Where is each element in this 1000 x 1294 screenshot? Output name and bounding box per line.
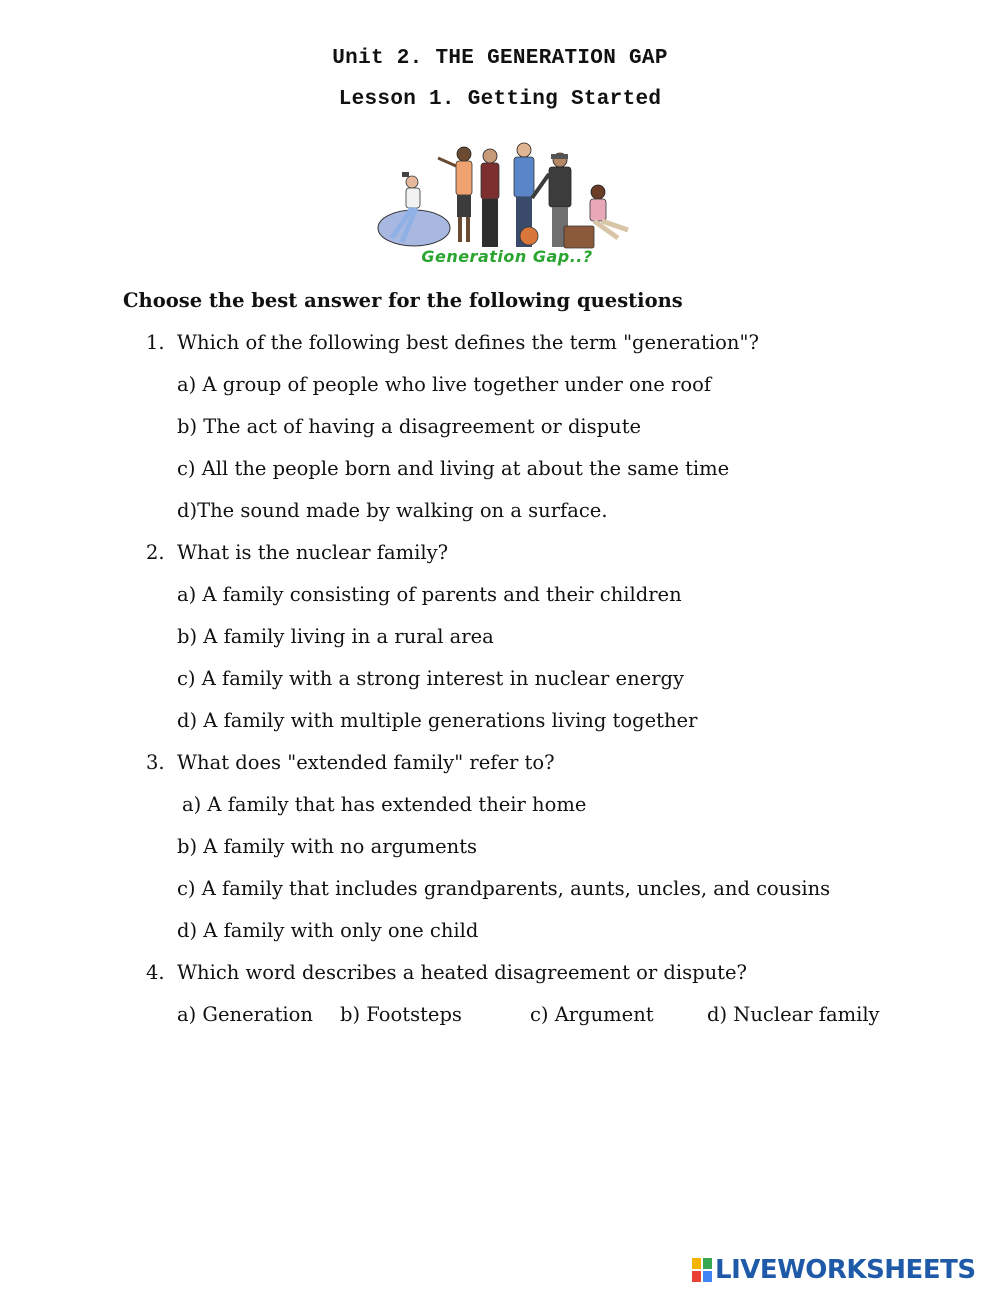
question-text: Which of the following best defines the term "generation"? <box>177 331 759 354</box>
answer-option[interactable]: d)The sound made by walking on a surface. <box>177 499 608 522</box>
liveworksheets-logo-icon <box>692 1258 712 1282</box>
answer-option[interactable]: d) Nuclear family <box>707 1003 880 1026</box>
answer-option[interactable]: b) A family living in a rural area <box>177 625 494 648</box>
answer-option[interactable]: c) A family that includes grandparents, aunts, uncles, and cousins <box>177 877 831 900</box>
instruction-heading: Choose the best answer for the following questions <box>123 289 683 312</box>
answer-option[interactable]: d) A family with only one child <box>177 919 479 942</box>
answer-option[interactable]: a) A group of people who live together under one roof <box>177 373 712 396</box>
answer-option[interactable]: b) The act of having a disagreement or dispute <box>177 415 642 438</box>
answer-option[interactable]: c) All the people born and living at about the same time <box>177 457 730 480</box>
question-number: 3. <box>146 751 165 774</box>
liveworksheets-logo <box>692 1256 976 1284</box>
question-text: Which word describes a heated disagreement or dispute? <box>177 961 748 984</box>
question-number: 2. <box>146 541 165 564</box>
answer-option[interactable]: d) A family with multiple generations living together <box>177 709 698 732</box>
lesson-title: Lesson 1. Getting Started <box>338 88 662 111</box>
question-number: 4. <box>146 961 165 984</box>
question-text: What is the nuclear family? <box>177 541 449 564</box>
answer-option[interactable]: a) A family that has extended their home <box>182 793 587 816</box>
question-number: 1. <box>146 331 165 354</box>
answer-option[interactable]: b) A family with no arguments <box>177 835 478 858</box>
answer-option[interactable]: c) A family with a strong interest in nuclear energy <box>177 667 685 690</box>
answer-option[interactable]: a) Generation <box>177 1003 313 1026</box>
unit-title: Unit 2. THE GENERATION GAP <box>332 47 668 70</box>
answer-option[interactable]: a) A family consisting of parents and their children <box>177 583 682 606</box>
brand-name: LIVEWORKSHEETS <box>715 1255 976 1285</box>
illustration-caption: Generation Gap..? <box>421 247 593 266</box>
question-text: What does "extended family" refer to? <box>177 751 555 774</box>
answer-option[interactable]: c) Argument <box>530 1003 654 1026</box>
answer-option[interactable]: b) Footsteps <box>340 1003 462 1026</box>
